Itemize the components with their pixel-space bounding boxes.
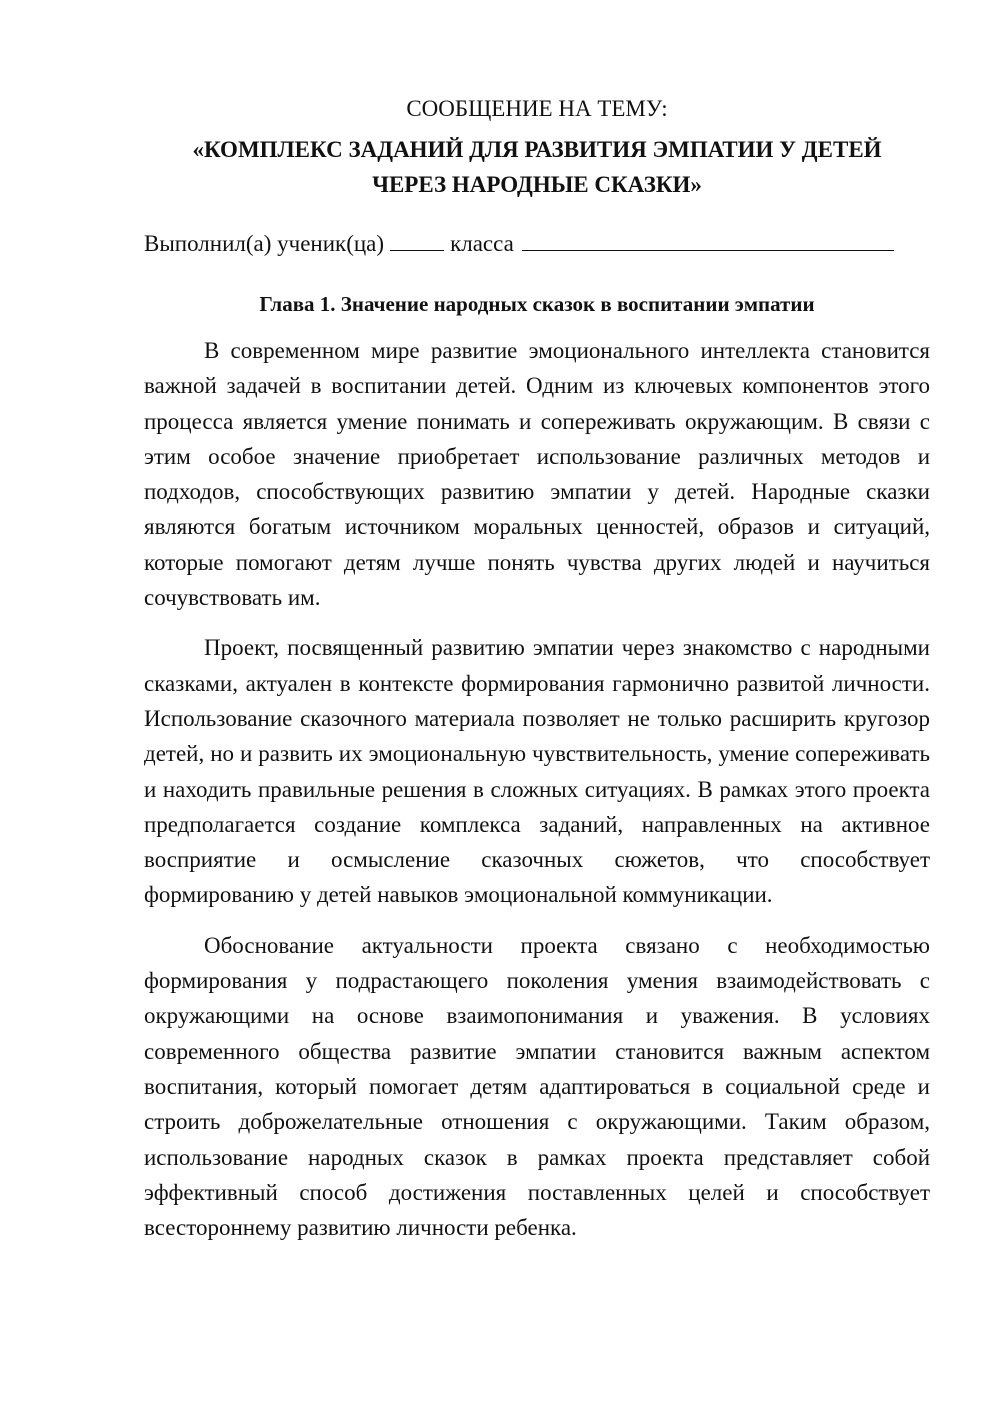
paragraph-2: Проект, посвященный развитию эмпатии через знакомство с народными сказками, актуален в контексте формирования гармонично развитой личности. Использование сказочного материала позволяет не только расширить кругозор детей, но и развить их эмоциональную чувствительность, умение сопереживать и находить правильные решения в сложных ситуациях. В рамках этого проекта предполагается создание комплекса заданий, направленных на активное восприятие и осмысление сказочных сюжетов, что способствует формированию у детей навыков эмоциональной коммуникации. [144, 635, 930, 908]
document-title [144, 132, 930, 202]
chapter-title: Глава 1. Значение народных сказок в воспитании эмпатии [259, 292, 815, 316]
paragraph-1: В современном мире развитие эмоционального интеллекта становится важной задачей в воспитании детей. Одним из ключевых компонентов этого процесса является умение понимать и сопереживать окружающим. В связи с этим особое значение приобретает использование различных методов и подходов, способствующих развитию эмпатии у детей. Народные сказки являются богатым источником моральных ценностей, образов и ситуаций, которые помогают детям лучше понять чувства других людей и научиться сочувствовать им. [144, 338, 930, 611]
author-line [144, 226, 930, 261]
paragraph-3: Обоснование актуальности проекта связано с необходимостью формирования у подрастающего поколения умения взаимодействовать с окружающими на основе взаимопонимания и уважения. В условиях современного общества развитие эмпатии становится важным аспектом воспитания, который помогает детям адаптироваться в социальной среде и строить доброжелательные отношения с окружающими. Таким образом, использование народных сказок в рамках проекта представляет собой эффективный способ достижения поставленных целей и способствует всестороннему развитию личности ребенка. [144, 932, 930, 1241]
author-prefix: Выполнил(а) ученик(ца) [144, 231, 385, 256]
grade-blank-line [390, 226, 444, 251]
document-page [144, 92, 930, 1260]
document-label: СООБЩЕНИЕ НА ТЕМУ: [406, 96, 668, 121]
name-blank-line [522, 226, 894, 251]
document-title-line-1: «КОМПЛЕКС ЗАДАНИЙ ДЛЯ РАЗВИТИЯ ЭМПАТИИ У ДЕТЕЙ [192, 137, 882, 162]
document-title-line-2: ЧЕРЕЗ НАРОДНЫЕ СКАЗКИ» [372, 172, 702, 197]
class-label: класса [450, 231, 514, 256]
